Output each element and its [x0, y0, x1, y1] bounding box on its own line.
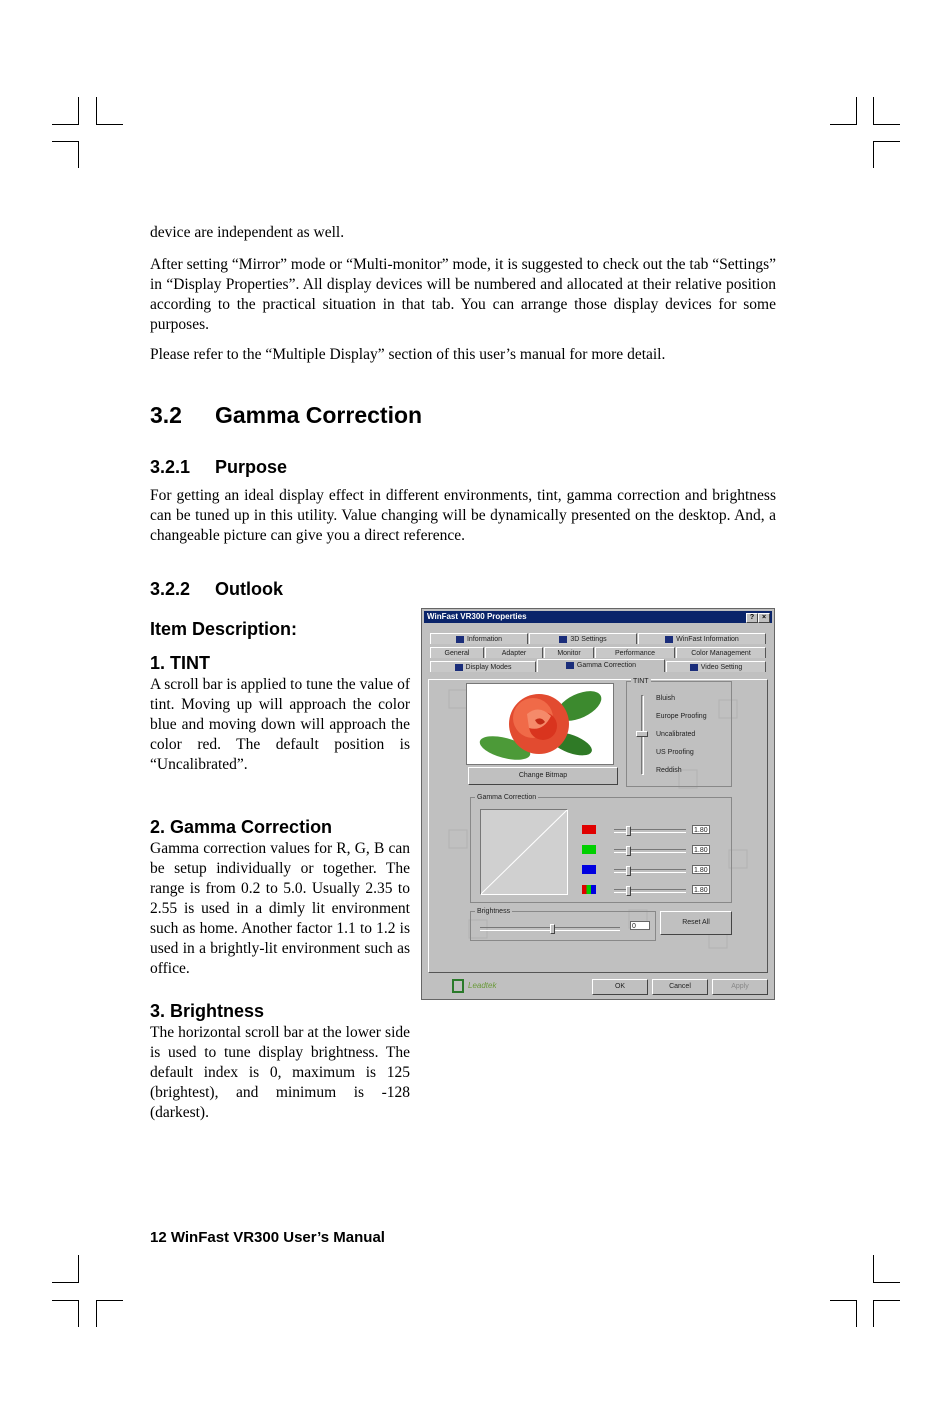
all-gamma-value[interactable]: 1.80: [692, 885, 710, 894]
blue-gamma-value[interactable]: 1.80: [692, 865, 710, 874]
help-button[interactable]: ?: [746, 613, 758, 623]
brightness-slider[interactable]: [480, 927, 620, 931]
tab-display-modes[interactable]: Display Modes: [430, 661, 536, 672]
apply-button[interactable]: Apply: [712, 979, 768, 995]
paragraph-continuation: device are independent as well.: [150, 224, 345, 241]
tab-monitor[interactable]: Monitor: [544, 647, 594, 658]
green-gamma-slider[interactable]: [614, 849, 686, 853]
tab-adapter[interactable]: Adapter: [485, 647, 543, 658]
reset-all-button[interactable]: Reset All: [660, 911, 732, 935]
tint-group-label: TINT: [633, 678, 649, 685]
close-button[interactable]: ×: [758, 613, 770, 623]
tab-performance[interactable]: Performance: [595, 647, 675, 658]
tint-slider-thumb[interactable]: [636, 731, 648, 737]
green-gamma-value[interactable]: 1.80: [692, 845, 710, 854]
tint-option-uncalibrated: Uncalibrated: [656, 731, 696, 738]
display-icon: [559, 636, 567, 643]
tint-option-us-proofing: US Proofing: [656, 749, 694, 756]
display-icon: [456, 636, 464, 643]
paragraph-mirror-mode: After setting “Mirror” mode or “Multi-monitor” mode, it is suggested to check out the tab “Settings” in “Display Properties”. All display devices will be numbered and allocated at their relative position according to the practical situation in that tab. You can arrange those display devices for some purposes.: [150, 256, 776, 333]
outlook-heading: [150, 579, 283, 600]
tint-option-reddish: Reddish: [656, 767, 682, 774]
dialog-title: WinFast VR300 Properties: [427, 612, 527, 621]
section-title: Gamma Correction: [215, 402, 423, 428]
purpose-heading: [150, 457, 287, 478]
tab-information[interactable]: Information: [430, 633, 528, 644]
section-heading: [150, 402, 422, 429]
leadtek-logo-text: Leadtek: [468, 981, 497, 990]
properties-dialog: [421, 608, 775, 1000]
tint-text: A scroll bar is applied to tune the value of tint. Moving up will approach the color blue and moving down will approach the color red. The default position is “Uncalibrated”.: [150, 676, 410, 773]
tint-option-europe-proofing: Europe Proofing: [656, 713, 707, 720]
dialog-titlebar: [424, 611, 772, 623]
red-swatch: [582, 825, 596, 834]
gamma-group-label: Gamma Correction: [477, 794, 537, 801]
blue-swatch: [582, 865, 596, 874]
gamma-title: 2. Gamma Correction: [150, 817, 333, 837]
tab-winfast-information[interactable]: WinFast Information: [638, 633, 766, 644]
page-footer: 12 WinFast VR300 User’s Manual: [150, 1229, 385, 1246]
brightness-group-label: Brightness: [477, 908, 511, 915]
rose-image: [467, 684, 613, 764]
item-description-heading: Item Description:: [150, 619, 298, 639]
purpose-text: For getting an ideal display effect in different environments, tint, gamma correction and brightness can be tuned up in this utility. Value changing will be dynamically presented on the desktop. And, a changeable picture can give you a direct reference.: [150, 487, 776, 544]
tab-gamma-correction[interactable]: Gamma Correction: [537, 659, 665, 672]
blue-gamma-slider[interactable]: [614, 869, 686, 873]
outlook-number: 3.2.2: [150, 579, 191, 599]
tab-general[interactable]: General: [430, 647, 484, 658]
change-bitmap-button[interactable]: Change Bitmap: [468, 767, 618, 785]
red-gamma-slider[interactable]: [614, 829, 686, 833]
display-icon: [690, 664, 698, 671]
gamma-curve: [481, 810, 567, 894]
cancel-button[interactable]: Cancel: [652, 979, 708, 995]
rgb-swatch: [582, 885, 596, 894]
ok-button[interactable]: OK: [592, 979, 648, 995]
tab-3d-settings[interactable]: 3D Settings: [529, 633, 637, 644]
display-icon: [665, 636, 673, 643]
display-icon: [566, 662, 574, 669]
tab-color-management[interactable]: Color Management: [676, 647, 766, 658]
gamma-text: Gamma correction values for R, G, B can be setup individually or together. The range is from 0.2 to 5.0. Usually 2.35 to 2.55 is used in a dimly lit environment such as home. Another factor 1.1 to 1.2 is used in a brightly-lit environment such as office.: [150, 840, 410, 977]
display-icon: [455, 664, 463, 671]
purpose-number: 3.2.1: [150, 457, 191, 477]
brightness-value[interactable]: 0: [630, 921, 650, 930]
leadtek-logo-icon: [452, 979, 464, 993]
tab-video-setting[interactable]: Video Setting: [666, 661, 766, 672]
red-gamma-value[interactable]: 1.80: [692, 825, 710, 834]
paragraph-multiple-display: Please refer to the “Multiple Display” section of this user’s manual for more detail.: [150, 346, 666, 363]
tint-option-bluish: Bluish: [656, 695, 676, 702]
brightness-text: The horizontal scroll bar at the lower side is used to tune display brightness. The default index is 0, maximum is 125 (brightest), and minimum is -128 (darkest).: [150, 1024, 410, 1121]
all-gamma-slider[interactable]: [614, 889, 686, 893]
brightness-title: 3. Brightness: [150, 1001, 265, 1021]
section-number: 3.2: [150, 402, 182, 428]
green-swatch: [582, 845, 596, 854]
brightness-group: [470, 908, 656, 941]
tint-title: 1. TINT: [150, 653, 211, 673]
gamma-curve-box: [480, 809, 568, 895]
outlook-title: Outlook: [215, 579, 283, 599]
preview-image: [466, 683, 614, 765]
purpose-title: Purpose: [215, 457, 288, 477]
